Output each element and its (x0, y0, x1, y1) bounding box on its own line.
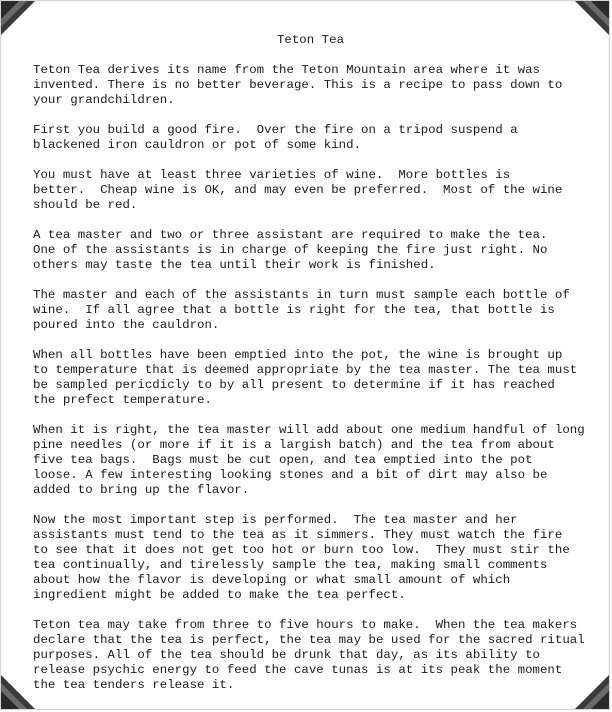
text-line: others may taste the tea until their work is finished. (33, 258, 436, 272)
corner-triangle-icon (1, 675, 35, 709)
text-line: Teton Tea derives its name from the Teton Mountain area where it was (33, 63, 540, 77)
paragraph (33, 123, 588, 153)
paragraph (33, 63, 588, 108)
document-body (33, 33, 588, 708)
text-line: poured into the cauldron. (33, 318, 220, 332)
text-line: You must have at least three varieties of wine. More bottles is (33, 168, 511, 182)
paragraph (33, 513, 588, 603)
document-title: Teton Tea (276, 33, 345, 47)
text-line: release psychic energy to feed the cave tunas is at its peak the moment (33, 663, 563, 677)
text-line: purposes. All of the tea should be drunk that day, as its ability to (33, 648, 540, 662)
text-line: better. Cheap wine is OK, and may even be preferred. Most of the wine (33, 183, 563, 197)
text-line: Teton tea may take from three to five hours to make. When the tea makers (33, 618, 578, 632)
text-line: your grandchildren. (33, 93, 175, 107)
text-line: to see that it does not get too hot or burn too low. They must stir the (33, 543, 570, 557)
corner-ornament-top-left (1, 1, 35, 35)
paragraph (33, 423, 588, 498)
text-line: First you build a good fire. Over the fire on a tripod suspend a (33, 123, 518, 137)
text-line: Now the most important step is performed. The tea master and her (33, 513, 518, 527)
text-line: blackened iron cauldron or pot of some kind. (33, 138, 362, 152)
paragraph (33, 348, 588, 408)
text-line: invented. There is no better beverage. This is a recipe to pass down to (33, 78, 563, 92)
paragraph-list (33, 63, 588, 693)
text-line: declare that the tea is perfect, the tea may be used for the sacred ritual (33, 633, 585, 647)
text-line: the tea tenders release it. (33, 678, 235, 692)
paragraph (33, 228, 588, 273)
text-line: assistants must tend to the tea as it simmers. They must watch the fire (33, 528, 563, 542)
text-line: tea continually, and tirelessly sample the tea, making small comments (33, 558, 548, 572)
corner-triangle-icon (1, 1, 35, 35)
paragraph (33, 288, 588, 333)
text-line: pine needles (or more if it is a largish batch) and the tea from about (33, 438, 555, 452)
text-line: should be red. (33, 198, 138, 212)
text-line: When all bottles have been emptied into the pot, the wine is brought up (33, 348, 563, 362)
corner-triangle-icon (575, 1, 609, 35)
text-line: to temperature that is deemed appropriate by the tea master. The tea must (33, 363, 578, 377)
paragraph (33, 618, 588, 693)
text-line: about how the flavor is developing or what small amount of which (33, 573, 511, 587)
text-line: When it is right, the tea master will add about one medium handful of long (33, 423, 585, 437)
paragraph (33, 168, 588, 213)
corner-ornament-top-right (575, 1, 609, 35)
corner-ornament-bottom-left (1, 675, 35, 709)
text-line: added to bring up the flavor. (33, 483, 250, 497)
text-line: wine. If all agree that a bottle is right for the tea, that bottle is (33, 303, 555, 317)
text-line: the prefect temperature. (33, 393, 212, 407)
text-line: loose. A few interesting looking stones and a bit of dirt may also be (33, 468, 548, 482)
text-line: A tea master and two or three assistant are required to make the tea. (33, 228, 548, 242)
text-line: five tea bags. Bags must be cut open, and tea emptied into the pot (33, 453, 533, 467)
text-line: One of the assistants is in charge of keeping the fire just right. No (33, 243, 548, 257)
text-line: The master and each of the assistants in turn must sample each bottle of (33, 288, 570, 302)
text-line: be sampled pericdicly to by all present to determine if it has reached (33, 378, 555, 392)
text-line: ingredient might be added to make the tea perfect. (33, 588, 406, 602)
